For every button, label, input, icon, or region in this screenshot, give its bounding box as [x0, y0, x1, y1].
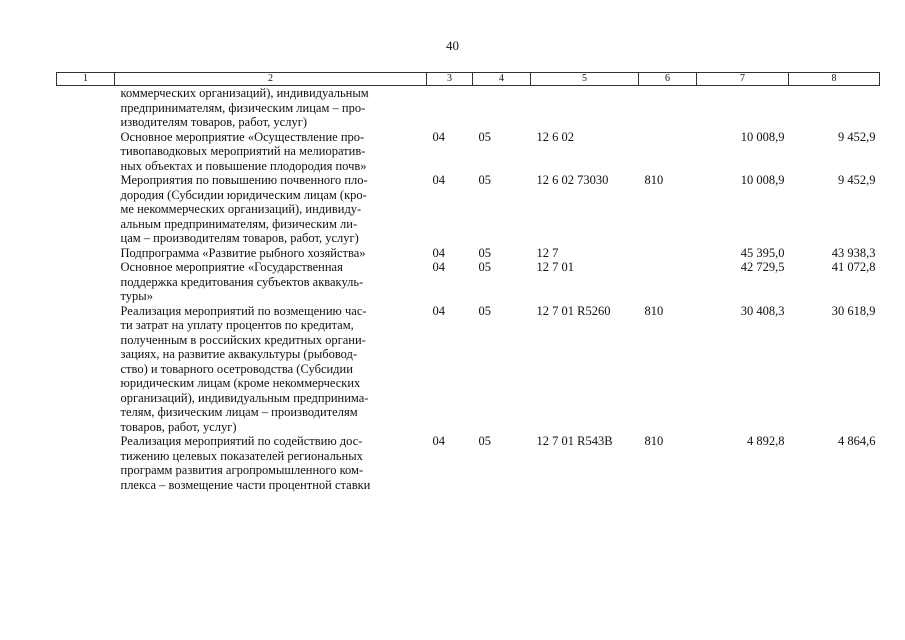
section-code-cell: 04: [432, 245, 445, 260]
table-row: [57, 86, 880, 130]
target-article-cell: 12 6 02: [536, 129, 574, 144]
item-name-cell: Подпрограмма «Развитие рыбного хозяйства»: [120, 245, 366, 260]
expense-type-cell: [639, 246, 697, 261]
subsection-code-cell: 05: [478, 260, 491, 274]
column-header: 1: [57, 73, 115, 86]
table-row: [57, 304, 880, 435]
table-row: [57, 260, 880, 304]
table-row: [57, 246, 880, 261]
amount-cell: 10 008,9: [740, 173, 785, 187]
amount-cell: 41 072,8: [831, 260, 876, 274]
amount-cell: [789, 86, 880, 130]
expense-type-cell: 810: [644, 173, 664, 187]
item-name-cell: Основное мероприятие «Осуществление про- тивопаводковых мероприятий на мелиоратив- ных объектах и повышение плодородия почв»: [120, 129, 367, 173]
section-code-cell: 04: [432, 434, 445, 448]
section-code-cell: 04: [432, 129, 445, 144]
expense-type-cell: 810: [644, 434, 664, 448]
amount-cell: 30 408,3: [740, 303, 785, 318]
subsection-code-cell: 05: [478, 303, 491, 318]
section-code-cell: [427, 86, 473, 130]
row-number-cell: [57, 260, 115, 304]
amount-cell: 10 008,9: [740, 129, 785, 144]
subsection-code-cell: 05: [478, 245, 491, 260]
item-name-cell: Реализация мероприятий по возмещению час- ти затрат на уплату процентов по кредитам, полученным в российских кредитных органи- зациях, на развитие аквакультуры (рыбовод- ство) и товарного осетроводства (Субсидии юридическим лицам (кроме некоммерческих организаций), индивидуальным предпринима- телям, физическим лицам – производителям товаров, работ, услуг): [120, 303, 369, 434]
column-header: 2: [115, 73, 427, 86]
column-header: 7: [697, 73, 789, 86]
amount-cell: [697, 86, 789, 130]
row-number-cell: [57, 304, 115, 435]
expense-type-cell: 810: [644, 303, 664, 318]
target-article-cell: 12 7: [536, 245, 559, 260]
subsection-code-cell: [473, 86, 531, 130]
section-code-cell: 04: [432, 260, 445, 274]
row-number-cell: [57, 86, 115, 130]
amount-cell: 9 452,9: [838, 129, 876, 144]
amount-cell: 30 618,9: [831, 303, 876, 318]
row-number-cell: [57, 173, 115, 246]
expense-type-cell: [639, 130, 697, 174]
budget-table: [56, 72, 880, 492]
column-header: 4: [473, 73, 531, 86]
target-article-cell: [531, 86, 639, 130]
page-number: 40: [446, 38, 459, 53]
column-header: 5: [531, 73, 639, 86]
table-row: [57, 130, 880, 174]
item-name-cell: Основное мероприятие «Государственная поддержка кредитования субъектов аквакуль- туры»: [120, 260, 364, 303]
table-body: [57, 86, 880, 493]
amount-cell: 9 452,9: [838, 173, 876, 187]
amount-cell: 43 938,3: [831, 245, 876, 260]
item-name-cell: Реализация мероприятий по содействию дос- тижению целевых показателей региональных программ развития агропромышленного ком- плекса – возмещение части процентной ставки: [120, 434, 371, 492]
target-article-cell: 12 7 01 R5260: [536, 303, 611, 318]
subsection-code-cell: 05: [478, 434, 491, 448]
subsection-code-cell: 05: [478, 173, 491, 187]
column-header: 3: [427, 73, 473, 86]
amount-cell: 45 395,0: [740, 245, 785, 260]
expense-type-cell: [639, 260, 697, 304]
subsection-code-cell: 05: [478, 129, 491, 144]
row-number-cell: [57, 246, 115, 261]
amount-cell: 42 729,5: [740, 260, 785, 274]
amount-cell: 4 864,6: [838, 434, 876, 448]
table-row: [57, 173, 880, 246]
section-code-cell: 04: [432, 303, 445, 318]
column-header: 6: [639, 73, 697, 86]
target-article-cell: 12 7 01 R543B: [536, 434, 613, 448]
item-name-cell: Мероприятия по повышению почвенного пло- дородия (Субсидии юридическим лицам (кро- ме некоммерческих организаций), индивиду- альным предпринимателям, физическим ли- цам – производителям товаров, работ, услуг): [120, 173, 368, 245]
table-row: [57, 434, 880, 492]
expense-type-cell: [639, 86, 697, 130]
item-name-cell: коммерческих организаций), индивидуальным предпринимателям, физическим лицам – про- изводителям товаров, работ, услуг): [120, 86, 369, 129]
table-header-row: [57, 73, 880, 86]
amount-cell: 4 892,8: [747, 434, 785, 448]
row-number-cell: [57, 434, 115, 492]
column-header: 8: [789, 73, 880, 86]
target-article-cell: 12 7 01: [536, 260, 574, 274]
target-article-cell: 12 6 02 73030: [536, 173, 609, 187]
section-code-cell: 04: [432, 173, 445, 187]
row-number-cell: [57, 130, 115, 174]
